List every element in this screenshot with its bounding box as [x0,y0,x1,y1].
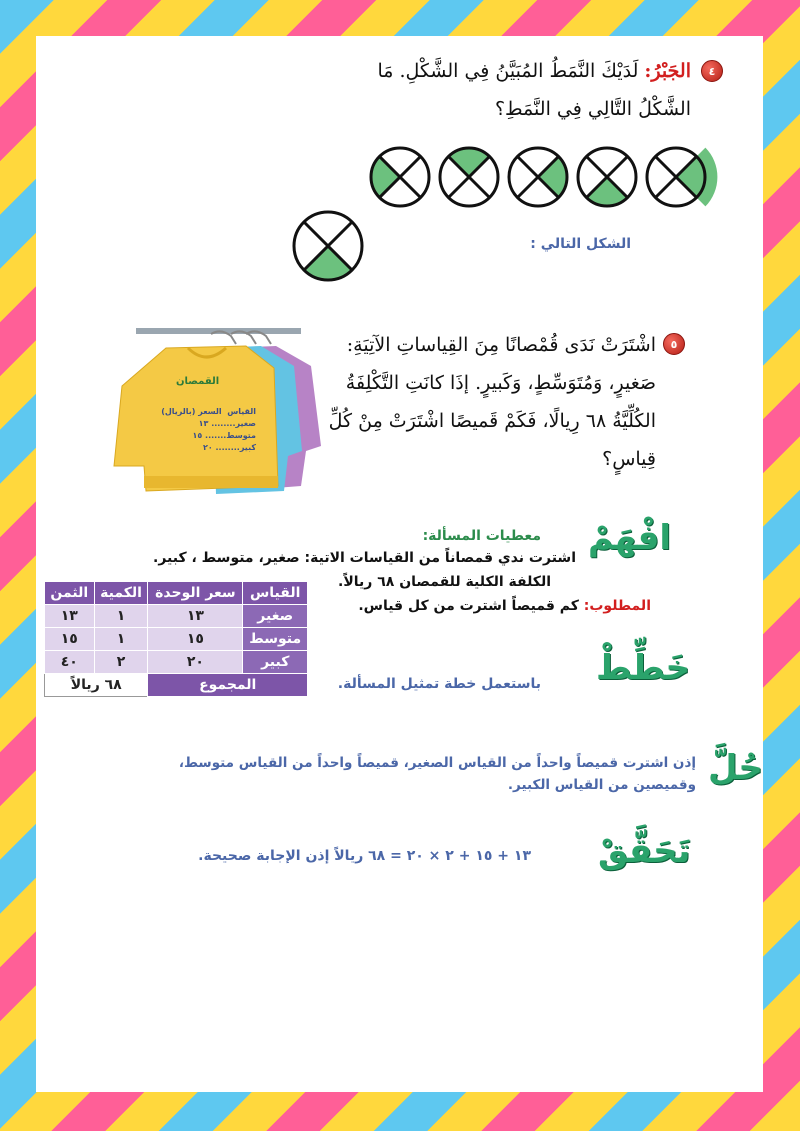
question-5-text [326,326,656,478]
shirt-price-row: كبير........ ٢٠ [202,443,256,452]
shirt-price-row: متوسط....... ١٥ [192,431,256,440]
col-unit-price: سعر الوحدة [148,582,243,605]
shirt-price-list [136,406,256,454]
question-4-title: الجَبْرُ: [644,60,691,82]
question-4-text [156,52,691,128]
pattern-circle-1 [647,148,717,207]
solve-text [96,752,696,796]
question-4-badge: ٤ [701,60,723,82]
pattern-circle-4 [440,148,498,206]
givens-label: معطيات المسألة: [422,528,541,544]
cell-unit-price: ١٣ [148,605,243,628]
cell-quantity: ١ [94,628,148,651]
total-label: المجموع [148,674,308,697]
cell-total: ١٣ [45,605,95,628]
cell-quantity: ١ [94,605,148,628]
shirt-col-price: السعر (بالريال) [161,407,222,416]
cell-size: متوسط [243,628,308,651]
understand-heading: افْهَمْ [588,518,672,558]
given-1: اشترت ندي قمصاناً من القياسات الاتية: صغير، متوسط ، كبير. [153,550,576,566]
question-5-line3: الكُلِّيَّةُ ٦٨ رِيالًا، فَكَمْ قَميصًا اشْتَرَتْ مِنْ كُلِّ [328,410,656,432]
cell-quantity: ٢ [94,651,148,674]
shirt-brand: القمصان [176,376,220,387]
cell-unit-price: ١٥ [148,628,243,651]
plan-heading: خَطِّطْ [596,648,691,688]
plan-text: باستعمل خطة تمثيل المسألة. [337,676,541,692]
next-shape-label: الشكل التالي : [530,236,631,252]
col-quantity: الكمية [94,582,148,605]
pattern-circle-5 [371,148,429,206]
table-total-row [45,674,308,697]
cell-size: صغير [243,605,308,628]
worksheet-page [36,36,763,1092]
required-text: كم قميصاً اشترت من كل قياس. [358,598,579,614]
pattern-circles [336,144,736,210]
col-total-price: الثمن [45,582,95,605]
total-value: ٦٨ ريالاً [45,674,148,697]
question-4-line2: الشَّكْلُ التَّالِي فِي النَّمَطِ؟ [494,98,691,120]
question-5-line1: اشْتَرَتْ نَدَى قُمْصانًا مِنَ القِياساتِ الآتِيَةِ: [346,334,656,356]
required [306,598,651,614]
table-row [45,605,308,628]
question-5-line4: قِياسٍ؟ [602,448,656,470]
shirt-price-row: صغير........ ١٣ [198,419,256,428]
question-4-line1-text: لَدَيْكَ النَّمَطُ المُبَيَّنُ فِي الشَّكْلِ. مَا [377,60,639,82]
table-header-row [45,582,308,605]
col-size: القياس [243,582,308,605]
cell-size: كبير [243,651,308,674]
answer-circle [288,206,368,286]
question-5-line2: صَغيرٍ، وَمُتَوَسِّطٍ، وَكَبيرٍ. إذَا كانَتِ التَّكْلِفَةُ [345,372,656,394]
solve-line1: إذن اشترت قميصاً واحداً من القياس الصغير، قميصاً واحداً من القياس متوسط، [178,755,696,771]
shirt-col-size: القياس [227,407,256,416]
cell-total: ٤٠ [45,651,95,674]
check-heading: تَحَقَّقْ [598,831,691,871]
sizes-table [44,581,308,697]
solve-heading: حُلَّ [708,748,763,788]
question-5-badge: ٥ [663,333,685,355]
pattern-circle-3 [509,148,567,206]
required-label: المطلوب: [583,598,651,614]
question-4-line1 [156,52,691,90]
given-2: الكلفة الكلية للقمصان ٦٨ ريالاً. [338,574,551,590]
cell-unit-price: ٢٠ [148,651,243,674]
shirt-price-header [136,406,256,418]
cell-total: ١٥ [45,628,95,651]
check-text: ١٣ + ١٥ + ٢ × ٢٠ = ٦٨ ريالاً إذن الإجابة صحيحة. [198,848,531,864]
solve-line2: وقميصين من القياس الكبير. [507,777,696,793]
pattern-circle-2 [578,148,636,206]
table-row [45,651,308,674]
table-row [45,628,308,651]
